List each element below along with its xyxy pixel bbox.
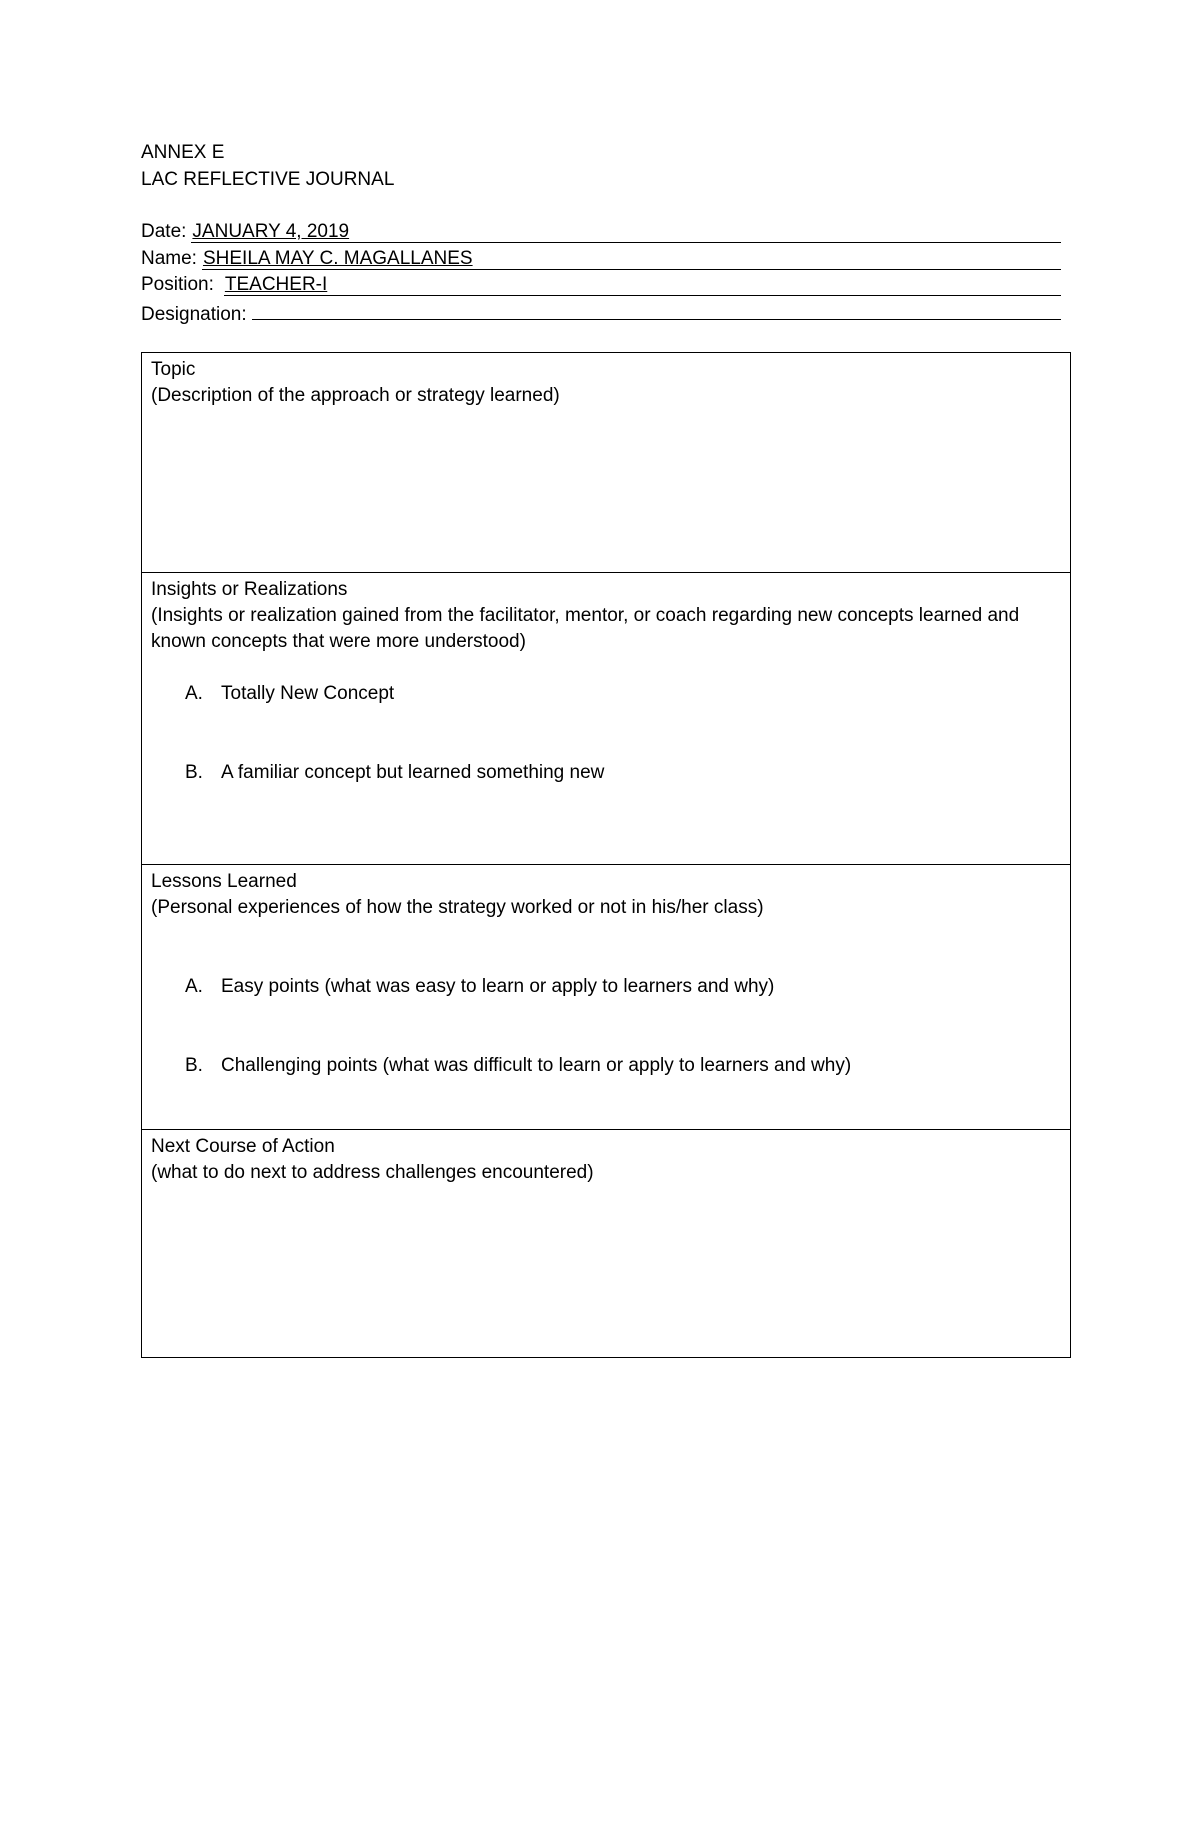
action-cell[interactable] (142, 1130, 1071, 1358)
item-text: Totally New Concept (221, 683, 395, 704)
insights-row (142, 573, 1071, 865)
item-letter: B. (185, 1055, 203, 1076)
insights-item-a (185, 681, 1061, 707)
insights-title: Insights or Realizations (151, 579, 348, 600)
designation-field (141, 299, 1061, 326)
lessons-row (142, 865, 1071, 1130)
document-title: LAC REFLECTIVE JOURNAL (141, 169, 395, 190)
document-header (141, 140, 1061, 194)
item-text: Challenging points (what was difficult to learn or apply to learners and why) (221, 1055, 852, 1076)
name-label: Name: (141, 247, 197, 269)
info-fields (141, 219, 1061, 325)
item-letter: B. (185, 762, 203, 783)
item-text: A familiar concept but learned something new (221, 762, 605, 783)
insights-cell[interactable] (142, 573, 1071, 865)
lessons-item-a (185, 974, 1061, 1000)
topic-description: (Description of the approach or strategy learned) (151, 385, 560, 406)
topic-row (142, 353, 1071, 573)
topic-cell[interactable] (142, 353, 1071, 573)
date-value[interactable]: JANUARY 4, 2019 (191, 222, 1061, 243)
action-description: (what to do next to address challenges encountered) (151, 1162, 594, 1183)
journal-table (141, 352, 1071, 1358)
action-title: Next Course of Action (151, 1136, 335, 1157)
item-letter: A. (185, 976, 203, 997)
date-field (141, 219, 1061, 246)
designation-label: Designation: (141, 303, 247, 325)
name-field (141, 246, 1061, 273)
lessons-item-b (185, 1053, 1061, 1079)
insights-description: (Insights or realization gained from the facilitator, mentor, or coach regarding new concepts learned and known concepts that were more understood) (151, 605, 1020, 652)
item-text: Easy points (what was easy to learn or apply to learners and why) (221, 976, 775, 997)
position-field (141, 272, 1061, 299)
lessons-cell[interactable] (142, 865, 1071, 1130)
item-letter: A. (185, 683, 203, 704)
name-value[interactable]: SHEILA MAY C. MAGALLANES (202, 249, 1061, 270)
action-row (142, 1130, 1071, 1358)
position-label: Position: (141, 274, 214, 295)
designation-value[interactable] (252, 299, 1061, 320)
lessons-title: Lessons Learned (151, 871, 297, 892)
position-value[interactable]: TEACHER-I (224, 275, 1061, 296)
annex-label: ANNEX E (141, 142, 225, 163)
insights-item-b (185, 760, 1061, 786)
date-label: Date: (141, 221, 187, 242)
topic-title: Topic (151, 359, 196, 380)
lessons-description: (Personal experiences of how the strategy worked or not in his/her class) (151, 897, 764, 918)
